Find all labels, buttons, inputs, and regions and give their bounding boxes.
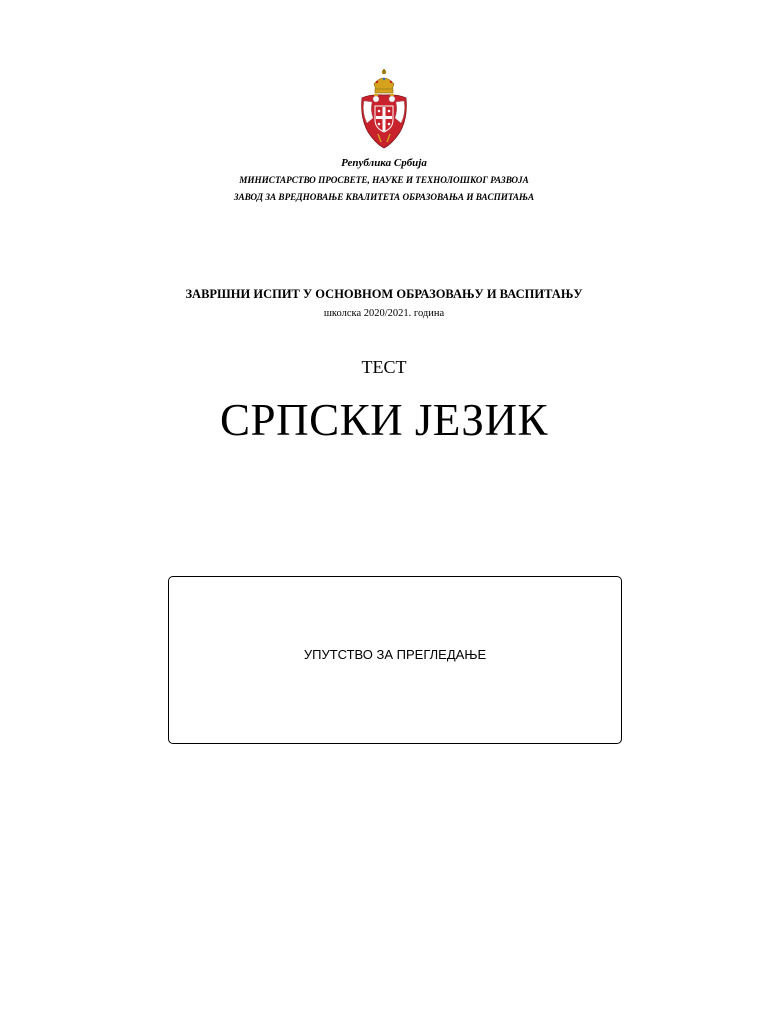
institute-name: ЗАВОД ЗА ВРЕДНОВАЊЕ КВАЛИТЕТА ОБРАЗОВАЊА И ВАСПИТАЊА [233, 192, 535, 202]
test-label: ТЕСТ [361, 357, 407, 377]
exam-title: ЗАВРШНИ ИСПИТ У ОСНОВНОМ ОБРАЗОВАЊУ И ВАСПИТАЊУ [185, 287, 583, 301]
subject-title: СРПСКИ ЈЕЗИК [220, 395, 548, 445]
school-year: школска 2020/2021. година [323, 308, 445, 319]
instructions-box [168, 576, 622, 744]
serbian-coat-of-arms-icon [358, 68, 410, 150]
crown-icon [374, 69, 394, 93]
instructions-label: УПУТСТВО ЗА ПРЕГЛЕДАЊЕ [303, 647, 487, 662]
republic-name: Република Србија [341, 157, 427, 169]
ministry-name: МИНИСТАРСТВО ПРОСВЕТЕ, НАУКЕ И ТЕХНОЛОШКОГ РАЗВОЈА [239, 175, 529, 185]
